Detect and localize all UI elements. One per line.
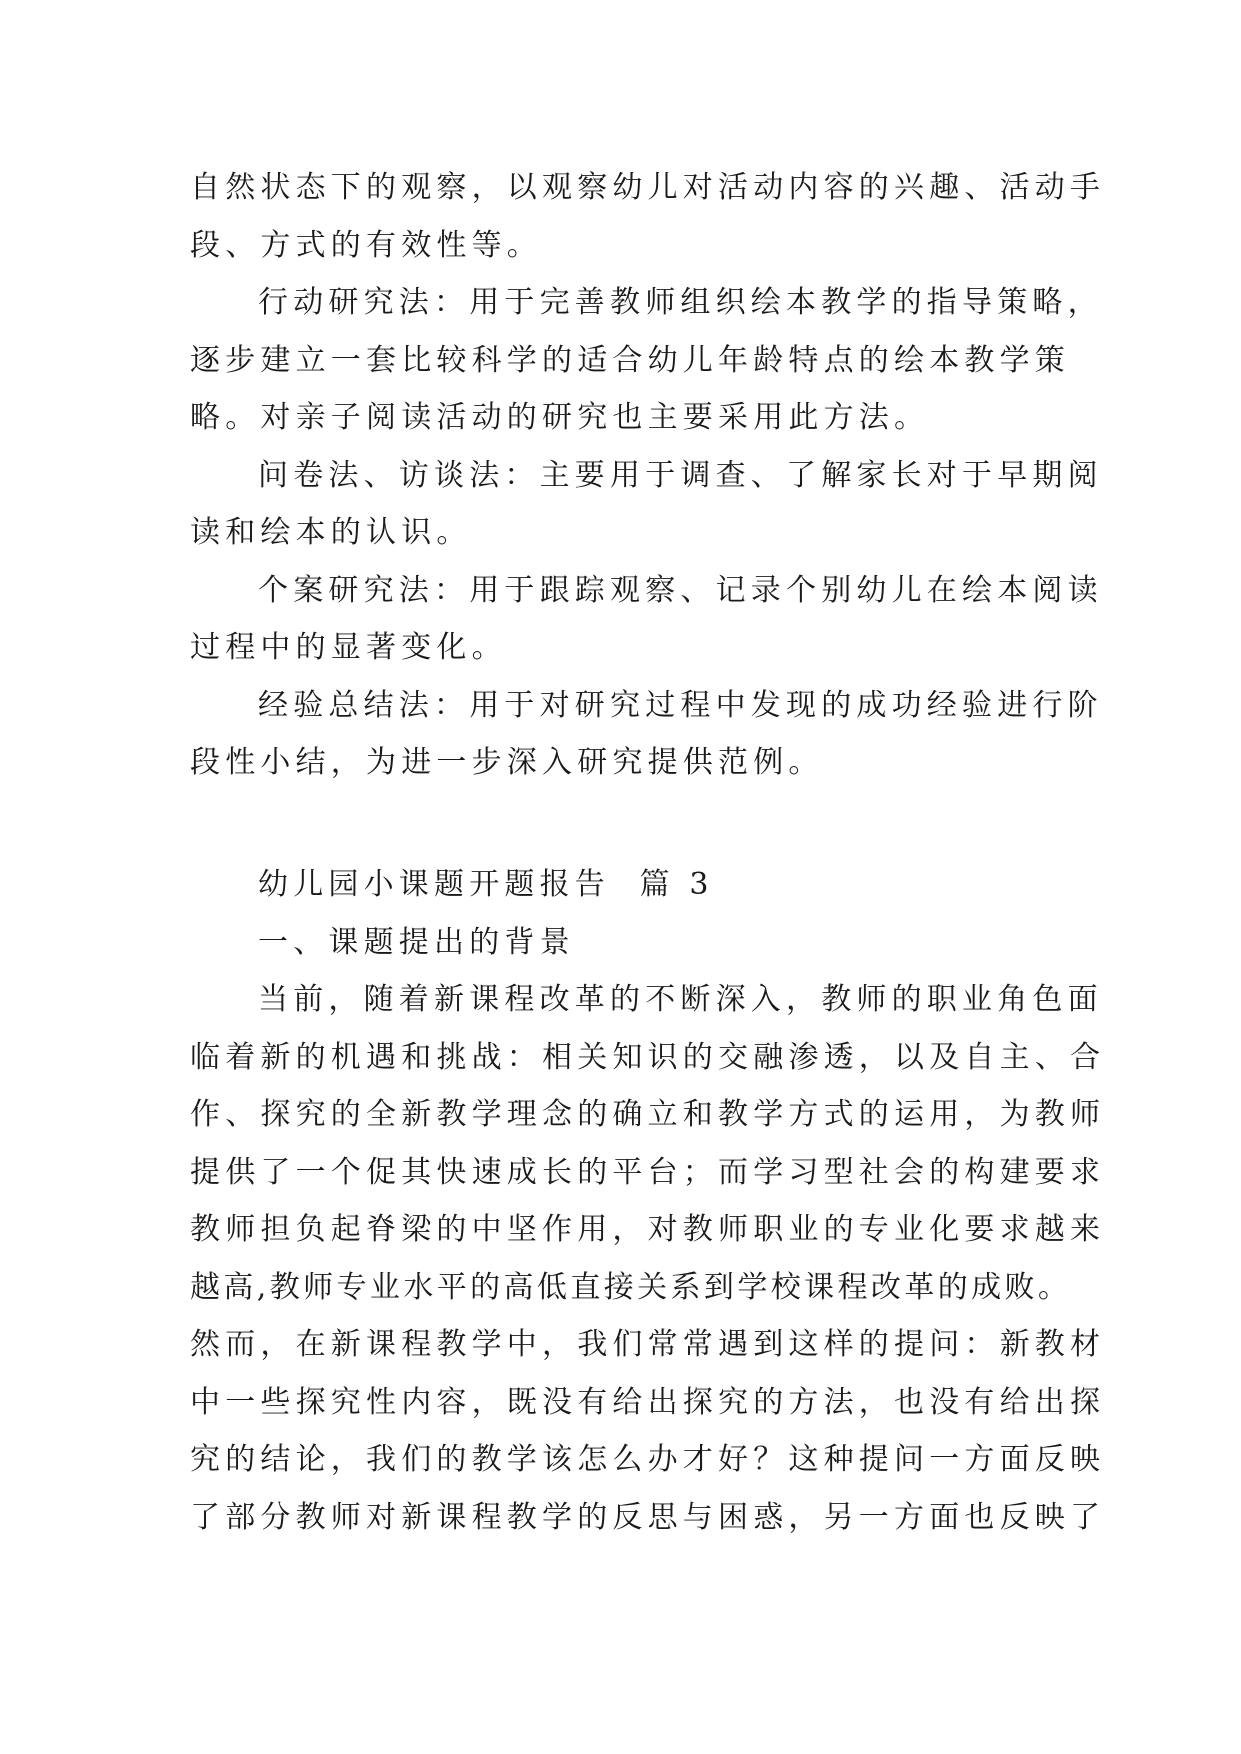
body-line: 段、方式的有效性等。 [190,227,542,263]
body-line: 自然状态下的观察，以观察幼儿对活动内容的兴趣、活动手 [190,170,1106,205]
body-line: 提供了一个促其快速成长的平台；而学习型社会的构建要求 [190,1154,1106,1190]
body-line: 略。对亲子阅读活动的研究也主要采用此方法。 [190,400,930,435]
body-line: 中一些探究性内容，既没有给出探究的方法，也没有给出探 [190,1384,1106,1420]
paragraph-questionnaire: 问卷法、访谈法：主要用于调查、了解家长对于早期阅 [258,457,1103,493]
paragraph-case-study: 个案研究法：用于跟踪观察、记录个别幼儿在绘本阅读 [258,572,1103,608]
body-line: 段性小结，为进一步深入研究提供范例。 [190,745,824,780]
body-line: 了部分教师对新课程教学的反思与困惑，另一方面也反映了 [190,1499,1106,1535]
section-title: 幼儿园小课题开题报告 篇 3 [258,867,714,902]
paragraph-background: 当前，随着新课程改革的不断深入，教师的职业角色面 [258,982,1103,1017]
body-line: 究的结论，我们的教学该怎么办才好？这种提问一方面反映 [190,1442,1106,1477]
section-heading: 一、课题提出的背景 [258,924,575,960]
body-line: 临着新的机遇和挑战：相关知识的交融渗透，以及自主、合 [190,1039,1106,1075]
body-line: 逐步建立一套比较科学的适合幼儿年龄特点的绘本教学策 [190,342,1070,378]
body-line: 然而，在新课程教学中，我们常常遇到这样的提问：新教材 [190,1327,1106,1362]
paragraph-action-research: 行动研究法：用于完善教师组织绘本教学的指导策略， [258,285,1103,320]
body-line: 过程中的显著变化。 [190,630,507,665]
body-line: 作、探究的全新教学理念的确立和教学方式的运用，为教师 [190,1097,1106,1132]
body-line: 越高,教师专业水平的高低直接关系到学校课程改革的成败。 [190,1269,1072,1305]
report-section-3 [190,856,1106,1546]
body-line: 读和绘本的认识。 [190,515,472,550]
body-line: 教师担负起脊梁的中坚作用，对教师职业的专业化要求越来 [190,1212,1106,1247]
research-methods-section [190,159,1106,792]
paragraph-experience-summary: 经验总结法：用于对研究过程中发现的成功经验进行阶 [258,687,1103,723]
